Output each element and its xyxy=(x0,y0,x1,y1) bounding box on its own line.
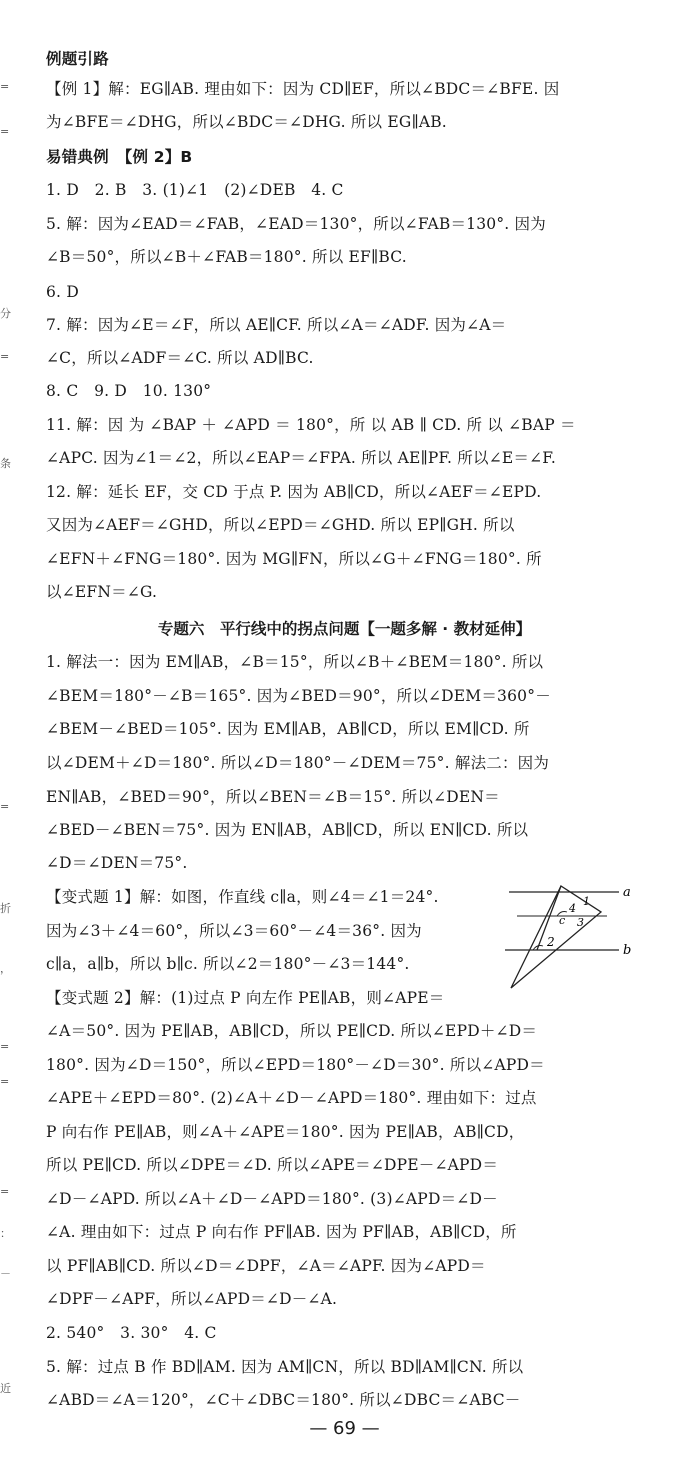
margin-mark: = xyxy=(0,350,10,363)
margin-mark: ， xyxy=(0,962,11,975)
text-line: ∠APC. 因为∠1＝∠2，所以∠EAP＝∠FPA. 所以 AE∥PF. 所以∠E＝∠F. xyxy=(46,449,556,467)
label-b: b xyxy=(623,943,632,958)
margin-mark: 分 xyxy=(0,307,11,320)
text-line: 1. D 2. B 3. (1)∠1 (2)∠DEB 4. C xyxy=(46,181,344,199)
text-line: c∥a，a∥b，所以 b∥c. 所以∠2＝180°－∠3＝144°. xyxy=(46,955,410,973)
text-line: 【变式题 2】解：(1)过点 P 向左作 PE∥AB，则∠APE＝ xyxy=(46,989,445,1007)
text-line: ∠A. 理由如下：过点 P 向右作 PF∥AB. 因为 PF∥AB，AB∥CD，所 xyxy=(46,1223,517,1241)
text-line: 为∠BFE＝∠DHG，所以∠BDC＝∠DHG. 所以 EG∥AB. xyxy=(46,113,447,131)
margin-mark: = xyxy=(0,80,10,93)
text-line: ∠D＝∠DEN＝75°. xyxy=(46,854,188,872)
text-line: ∠A＝50°. 因为 PE∥AB，AB∥CD，所以 PE∥CD. 所以∠EPD＋∠D＝ xyxy=(46,1022,538,1040)
text-line: 以 PF∥AB∥CD. 所以∠D＝∠DPF，∠A＝∠APF. 因为∠APD＝ xyxy=(46,1257,486,1275)
text-line: ∠DPF－∠APF，所以∠APD＝∠D－∠A. xyxy=(46,1290,338,1308)
text-line: 【变式题 1】解：如图，作直线 c∥a，则∠4＝∠1＝24°. xyxy=(46,888,439,906)
margin-mark: 条 xyxy=(0,457,11,470)
text-line: 【例 1】解：EG∥AB. 理由如下：因为 CD∥EF，所以∠BDC＝∠BFE. 因 xyxy=(46,80,560,98)
parallel-lines-figure xyxy=(497,882,637,994)
section-title: 专题六 平行线中的拐点问题【一题多解 · 教材延伸】 xyxy=(157,620,532,638)
text-line: 以∠DEM＋∠D＝180°. 所以∠D＝180°－∠DEM＝75°. 解法二：因为 xyxy=(46,754,550,772)
margin-mark: = xyxy=(0,800,10,813)
margin-mark: = xyxy=(0,125,10,138)
page-number: — 69 — xyxy=(309,1418,380,1439)
text-line: ∠APE＋∠EPD＝80°. (2)∠A＋∠D－∠APD＝180°. 理由如下：过点 xyxy=(46,1089,537,1107)
margin-mark: = xyxy=(0,1040,10,1053)
text-line: 12. 解：延长 EF，交 CD 于点 P. 因为 AB∥CD，所以∠AEF＝∠EPD. xyxy=(46,483,542,501)
text-line: 2. 540° 3. 30° 4. C xyxy=(46,1324,217,1342)
angle-label-2: 2 xyxy=(547,935,555,949)
text-line: 6. D xyxy=(46,283,79,301)
text-line: 1. 解法一：因为 EM∥AB，∠B＝15°，所以∠B＋∠BEM＝180°. 所以 xyxy=(46,653,544,671)
text-line: 8. C 9. D 10. 130° xyxy=(46,382,212,400)
text-line: ∠ABD＝∠A＝120°，∠C＋∠DBC＝180°. 所以∠DBC＝∠ABC－ xyxy=(46,1391,521,1409)
text-line: ∠EFN＋∠FNG＝180°. 因为 MG∥FN，所以∠G＋∠FNG＝180°. 所 xyxy=(46,550,542,568)
text-line: ∠D－∠APD. 所以∠A＋∠D－∠APD＝180°. (3)∠APD＝∠D－ xyxy=(46,1190,498,1208)
label-c: c xyxy=(559,914,566,927)
margin-mark: = xyxy=(0,1075,10,1088)
margin-mark: ： xyxy=(0,1227,11,1240)
text-line: 11. 解：因 为 ∠BAP ＋ ∠APD ＝ 180°，所 以 AB ∥ CD. 所 以 ∠BAP ＝ xyxy=(46,416,576,434)
text-line: ∠BEM－∠BED＝105°. 因为 EM∥AB，AB∥CD，所以 EM∥CD. 所 xyxy=(46,720,530,738)
text-line: 又因为∠AEF＝∠GHD，所以∠EPD＝∠GHD. 所以 EP∥GH. 所以 xyxy=(46,516,515,534)
text-line: P 向右作 PE∥AB，则∠A＋∠APE＝180°. 因为 PE∥AB，AB∥CD， xyxy=(46,1123,525,1141)
text-line: 5. 解：因为∠EAD＝∠FAB，∠EAD＝130°，所以∠FAB＝130°. 因为 xyxy=(46,215,546,233)
text-line: 易错典例 【例 2】B xyxy=(46,148,193,166)
heading-example-intro: 例题引路 xyxy=(46,50,109,68)
angle-label-3: 3 xyxy=(577,916,584,929)
text-line: ∠BEM＝180°－∠B＝165°. 因为∠BED＝90°，所以∠DEM＝360°－ xyxy=(46,687,551,705)
text-line: 因为∠3＋∠4＝60°，所以∠3＝60°－∠4＝36°. 因为 xyxy=(46,922,422,940)
margin-mark: 折 xyxy=(0,902,11,915)
text-line: 所以 PE∥CD. 所以∠DPE＝∠D. 所以∠APE＝∠DPE－∠APD＝ xyxy=(46,1156,499,1174)
angle-label-1: 1 xyxy=(583,895,590,908)
text-line: EN∥AB，∠BED＝90°，所以∠BEN＝∠B＝15°. 所以∠DEN＝ xyxy=(46,788,500,806)
angle-label-4: 4 xyxy=(569,902,576,915)
text-line: 5. 解：过点 B 作 BD∥AM. 因为 AM∥CN，所以 BD∥AM∥CN. 所以 xyxy=(46,1358,524,1376)
margin-mark: = xyxy=(0,1185,10,1198)
margin-mark: － xyxy=(0,1267,11,1280)
label-a: a xyxy=(623,885,631,900)
margin-mark: 近 xyxy=(0,1382,11,1395)
text-line: 180°. 因为∠D＝150°，所以∠EPD＝180°－∠D＝30°. 所以∠APD＝ xyxy=(46,1056,545,1074)
text-line: 7. 解：因为∠E＝∠F，所以 AE∥CF. 所以∠A＝∠ADF. 因为∠A＝ xyxy=(46,316,507,334)
text-line: ∠C，所以∠ADF＝∠C. 所以 AD∥BC. xyxy=(46,349,314,367)
text-line: ∠B＝50°，所以∠B＋∠FAB＝180°. 所以 EF∥BC. xyxy=(46,248,407,266)
text-line: ∠BED－∠BEN＝75°. 因为 EN∥AB，AB∥CD，所以 EN∥CD. 所以 xyxy=(46,821,529,839)
text-line: 以∠EFN＝∠G. xyxy=(46,583,158,601)
